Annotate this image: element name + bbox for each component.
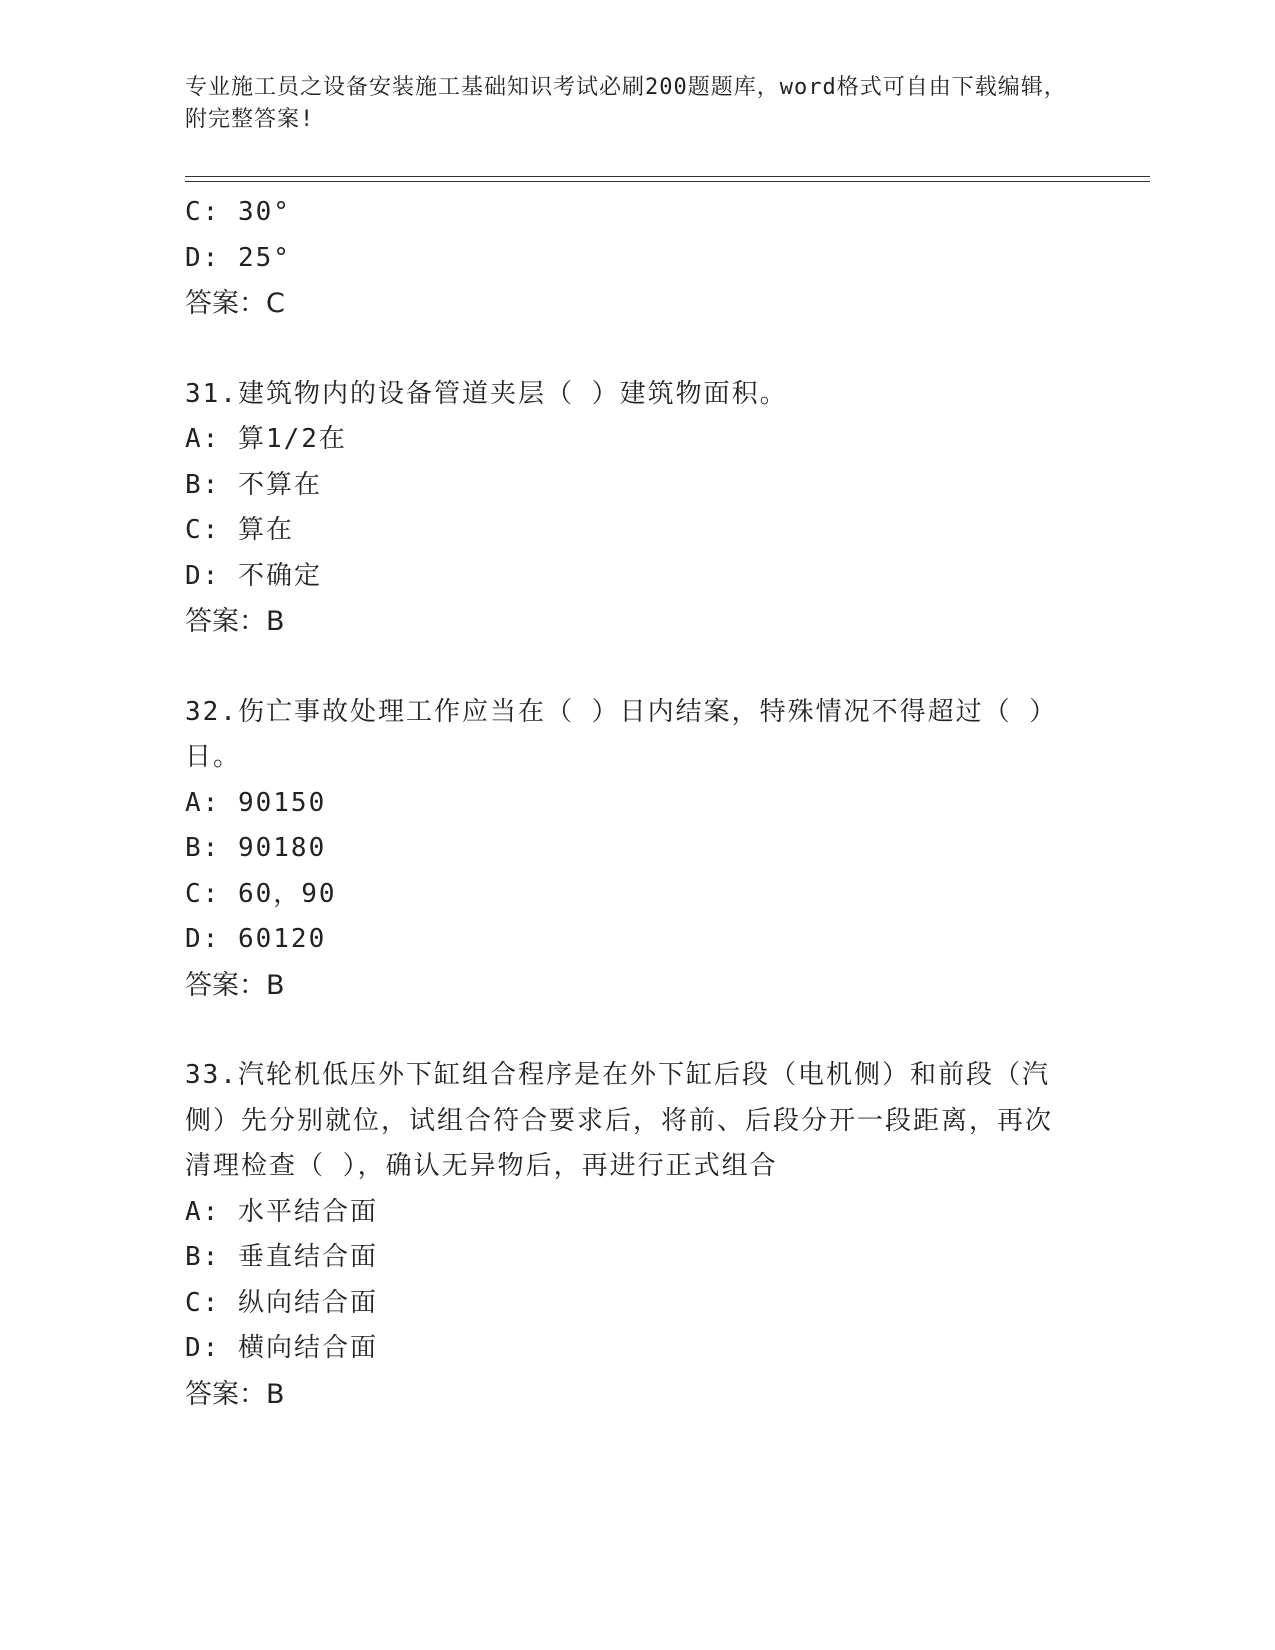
question-stem: 32.伤亡事故处理工作应当在（ ）日内结案，特殊情况不得超过（ ）日。 [185,696,1058,772]
option-a: A: 水平结合面 [185,1196,378,1227]
option-b: B: 垂直结合面 [185,1242,378,1272]
answer-line: 答案：B [185,606,285,637]
spacer [185,645,1085,690]
option-a: A: 算1/2在 [185,424,347,454]
option-c: C: 算在 [185,515,294,545]
spacer [185,327,1085,372]
page-header-title: 专业施工员之设备安装施工基础知识考试必刷200题题库，word格式可自由下载编辑，附完整答案! [185,75,1067,132]
previous-question-tail [185,190,1085,327]
header-divider-top [185,176,1150,177]
header-divider-bottom [185,181,1150,182]
option-c: C: 纵向结合面 [185,1287,378,1318]
option-c: C: 60，90 [185,878,337,909]
answer-line: 答案：C [185,288,285,319]
question-33 [185,1053,1085,1417]
option-b: B: 90180 [185,833,327,863]
question-31 [185,372,1085,645]
answer-line: 答案：B [185,1378,285,1410]
option-a: A: 90150 [185,787,327,818]
question-stem: 33.汽轮机低压外下缸组合程序是在外下缸后段（电机侧）和前段（汽侧）先分别就位，试组合符合要求后，将前、后段分开一段距离，再次清理检查（ ），确认无异物后，再进行正式组合 [185,1060,1054,1181]
option-d: D: 不确定 [185,560,322,591]
spacer [185,1008,1085,1053]
option-d: D: 60120 [185,924,327,954]
option-c: C: 30° [185,197,291,227]
option-b: B: 不算在 [185,469,322,500]
option-d: D: 横向结合面 [185,1333,378,1363]
question-32 [185,690,1085,1009]
answer-line: 答案：B [185,969,285,1001]
question-content [185,190,1085,1417]
question-stem: 31.建筑物内的设备管道夹层（ ）建筑物面积。 [185,378,788,409]
option-d: D: 25° [185,242,291,273]
